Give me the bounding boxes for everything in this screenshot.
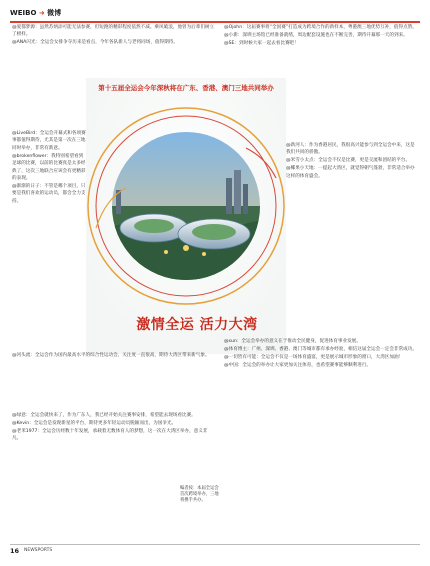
right-column-middle — [286, 142, 418, 338]
weibo-comment: @爱都梦源：虽然苏炳添可能无法参赛，但短跑的精彩程度依然不减。乘风破浪，他曾为后辈们树立了榜样。 — [12, 25, 215, 38]
editor-note: 编者按：本届全运会首次跨境举办，三地将携手共办。 — [180, 486, 219, 503]
page-header — [10, 8, 420, 24]
section-label: 微博 — [47, 9, 62, 17]
weibo-comment: @SE：到时候大家一起去看比赛吧！ — [224, 40, 299, 46]
weibo-comment: @体育博主：广州、深圳、香港、澳门等城市都有承办经验，相信这届全运会一定会非常成功。 — [224, 346, 417, 352]
weibo-comment: @小新：深圳主场馆已经准备就绪，周边配套设施也在不断完善，期待开幕那一天的到来。 — [224, 32, 408, 38]
weibo-comment: @sun：全运会举办的意义在于推动全民健身，促进体育事业发展。 — [224, 339, 361, 344]
left-column-top — [12, 24, 216, 80]
curved-banner-text: 第十五届全运会今年深秋将在广东、香港、澳门三地共同举办 — [98, 84, 274, 92]
weibo-comment: @Ojohn：这届赛事将“全国赛”打造成为跨境合作的新样本，粤港澳三地优势互补，值得点赞。 — [224, 25, 417, 30]
weibo-comment: @渐渐的日子：不管是哪个项目，只要是我们喜欢的运动员，都会全力支持。 — [12, 183, 86, 204]
weibo-comment: @LiveBird：全运会开幕式和各项赛事都值得期待，尤其是第一次在三地同时举办，非常有新意。 — [12, 131, 86, 151]
footer-rule — [10, 544, 420, 545]
arrow-icon: ➜ — [38, 9, 45, 17]
headline: 激情全运 活力大湾 — [136, 317, 258, 333]
weibo-comment: @Kevin：全运会是发现新星的平台，期待更多年轻运动员脱颖而出，为国争光。 — [12, 420, 177, 426]
weibo-label: WEIBO — [10, 9, 37, 17]
left-column-middle — [12, 130, 86, 352]
weibo-comment: @老米1977：全运会历经数十年发展，承载着无数体育人的梦想，这一次在大湾区举办，意义非凡。 — [12, 428, 208, 442]
page-number: 16 — [10, 547, 20, 555]
left-column-lower — [12, 412, 216, 532]
weibo-comment: @河头流：全运会作为国内最高水平的综合性运动会，关注度一直很高，期待大湾区带来新气象。 — [12, 353, 210, 358]
weibo-comment: @新河人：作为香港居民，我很高兴能参与到全运会中来，这是我们共同的骄傲。 — [286, 143, 415, 156]
section-brand — [10, 8, 61, 18]
weibo-comment: @米雪小太点：全运会不仅是比赛，更是交流和团结的平台。 — [286, 158, 411, 164]
magazine-name: NEWSPORTS — [24, 548, 53, 553]
weibo-comment: @ANA闪光：全运会女排争夺历来是看点，今年各队新人与老将同场，值得期待。 — [12, 40, 178, 46]
weibo-comment: @绿意：全运会就快来了，作为广东人，我已经开始关注赛事安排，希望能去现场看比赛。 — [12, 413, 196, 418]
right-column-bottom — [224, 338, 420, 534]
right-column-top — [224, 24, 420, 142]
header-rule — [10, 21, 420, 23]
left-column-bottom — [12, 352, 216, 410]
weibo-comment: @椰果小天地：一提起大湾区，就觉得朝气蓬勃，非常适合举办这样的体育盛会。 — [286, 166, 415, 179]
weibo-comment: @中国：全运会的举办让大家更加关注体育，也希望赛事能够顺利进行。 — [224, 362, 372, 368]
weibo-comment: @brokenflower：我特别希望看到足球的比赛，以前的比赛真是太多经典了，这次三地联合应该会有更精彩的表现。 — [12, 153, 86, 181]
weibo-comment: @一切皆有可能：全运会不仅是一场体育盛宴，更是展示城市形象的窗口，大湾区加油！ — [224, 354, 404, 360]
